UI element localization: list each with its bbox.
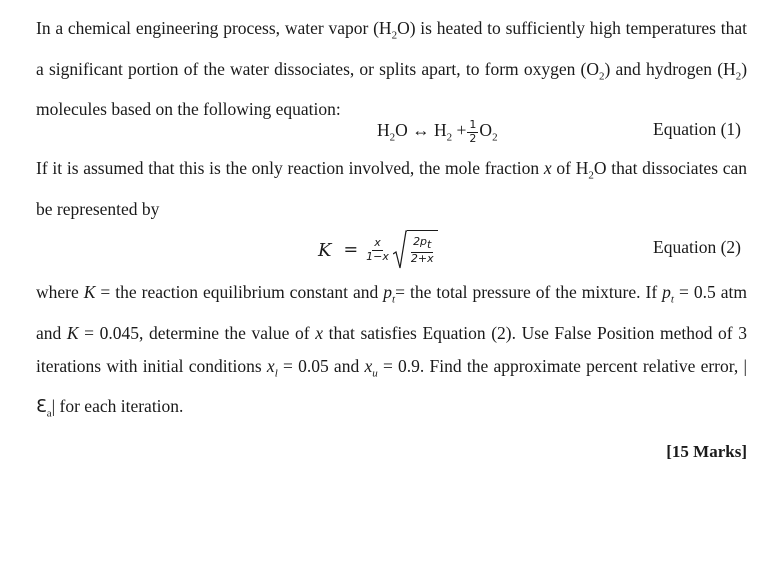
subscript: l: [274, 367, 278, 379]
task-text-6: that satisfies Equation (2). Use False Position method of 3 iterations with initial conditions: [36, 322, 747, 376]
reversible-arrow: ↔: [412, 120, 430, 141]
var-K: K: [83, 282, 96, 302]
task-text-3: = the total pressure of the mixture. If: [395, 282, 663, 302]
task-text-5: = 0.045, determine the value of: [78, 322, 316, 343]
assumption-text-1: If it is assumed that this is the only reaction involved, the mole fraction: [36, 158, 544, 178]
subscript: 2: [389, 131, 396, 144]
task-paragraph: [36, 276, 747, 431]
var-K: K: [318, 239, 332, 261]
eq1-h2: H: [434, 120, 447, 141]
eq1-o: O: [395, 120, 408, 141]
subscript: 2: [492, 131, 498, 144]
equation-2-label: Equation (2): [653, 237, 741, 257]
subscript: 2: [599, 70, 605, 82]
reaction-equation: [377, 119, 498, 145]
intro-paragraph: [36, 12, 747, 126]
fraction-numerator: [411, 236, 433, 253]
assumption-text-2: of H: [551, 158, 589, 178]
2pt-over-2-plus-x: [409, 236, 436, 265]
intro-text-2: O) is heated to sufficiently high temperatures that a significant portion of the water dissociates, or splits apart, to form oxygen (O: [36, 18, 747, 79]
x-over-1-minus-x: [364, 237, 391, 263]
equilibrium-equation: [318, 226, 438, 274]
task-text-4: = 0.5 atm and: [36, 282, 747, 343]
var-x-lower: x: [266, 355, 275, 376]
task-text-7: = 0.05 and: [277, 355, 365, 376]
fraction-denominator: 2+x: [410, 252, 434, 266]
intro-text-4: ) molecules based on the following equation:: [36, 58, 748, 119]
marks-label: [15 Marks]: [666, 442, 747, 461]
subscript: t: [670, 293, 674, 306]
subscript: 2: [588, 169, 594, 182]
radicand-numerator: 2p: [413, 235, 428, 249]
fraction-denominator: 2: [469, 131, 477, 145]
intro-text-1: In a chemical engineering process, water vapor (H: [36, 18, 392, 38]
var-p: p: [383, 282, 393, 302]
var-x-upper: x: [364, 355, 373, 376]
subscript: 2: [735, 70, 742, 82]
equals-sign: =: [343, 240, 359, 260]
equation-1-label: Equation (1): [653, 119, 741, 139]
var-x: x: [543, 158, 552, 178]
square-root: [393, 230, 438, 270]
fraction-numerator: 1: [469, 118, 477, 131]
fraction-numerator: x: [374, 235, 381, 249]
assumption-paragraph: [36, 152, 747, 226]
equation-2-row: [36, 226, 747, 274]
subscript: 2: [446, 131, 453, 144]
subscript: t: [392, 293, 396, 306]
task-text-8: = 0.9. Find the approximate percent relative error, |ℇ: [36, 355, 747, 416]
task-text-2: = the reaction equilibrium constant and: [95, 282, 384, 302]
eq1-o2: O: [479, 120, 493, 141]
one-half-fraction: [467, 119, 478, 145]
radical-sign-icon: [393, 230, 407, 270]
var-K: K: [66, 322, 79, 343]
eq1-h: H: [377, 120, 390, 141]
radicand: [407, 230, 438, 270]
task-text-9: | for each iteration.: [51, 396, 184, 416]
assumption-text-3: O that dissociates can be represented by: [36, 158, 748, 219]
var-x: x: [315, 322, 324, 343]
equation-1-row: [36, 117, 747, 147]
plus-sign: +: [456, 120, 467, 141]
fraction-denominator: 1−x: [366, 249, 389, 263]
subscript: a: [46, 407, 52, 420]
subscript: t: [427, 238, 432, 252]
task-text-1: where: [36, 282, 84, 302]
subscript: 2: [391, 29, 398, 42]
intro-text-3: ) and hydrogen (H: [604, 58, 736, 79]
subscript: u: [372, 367, 378, 379]
var-p: p: [662, 282, 671, 302]
